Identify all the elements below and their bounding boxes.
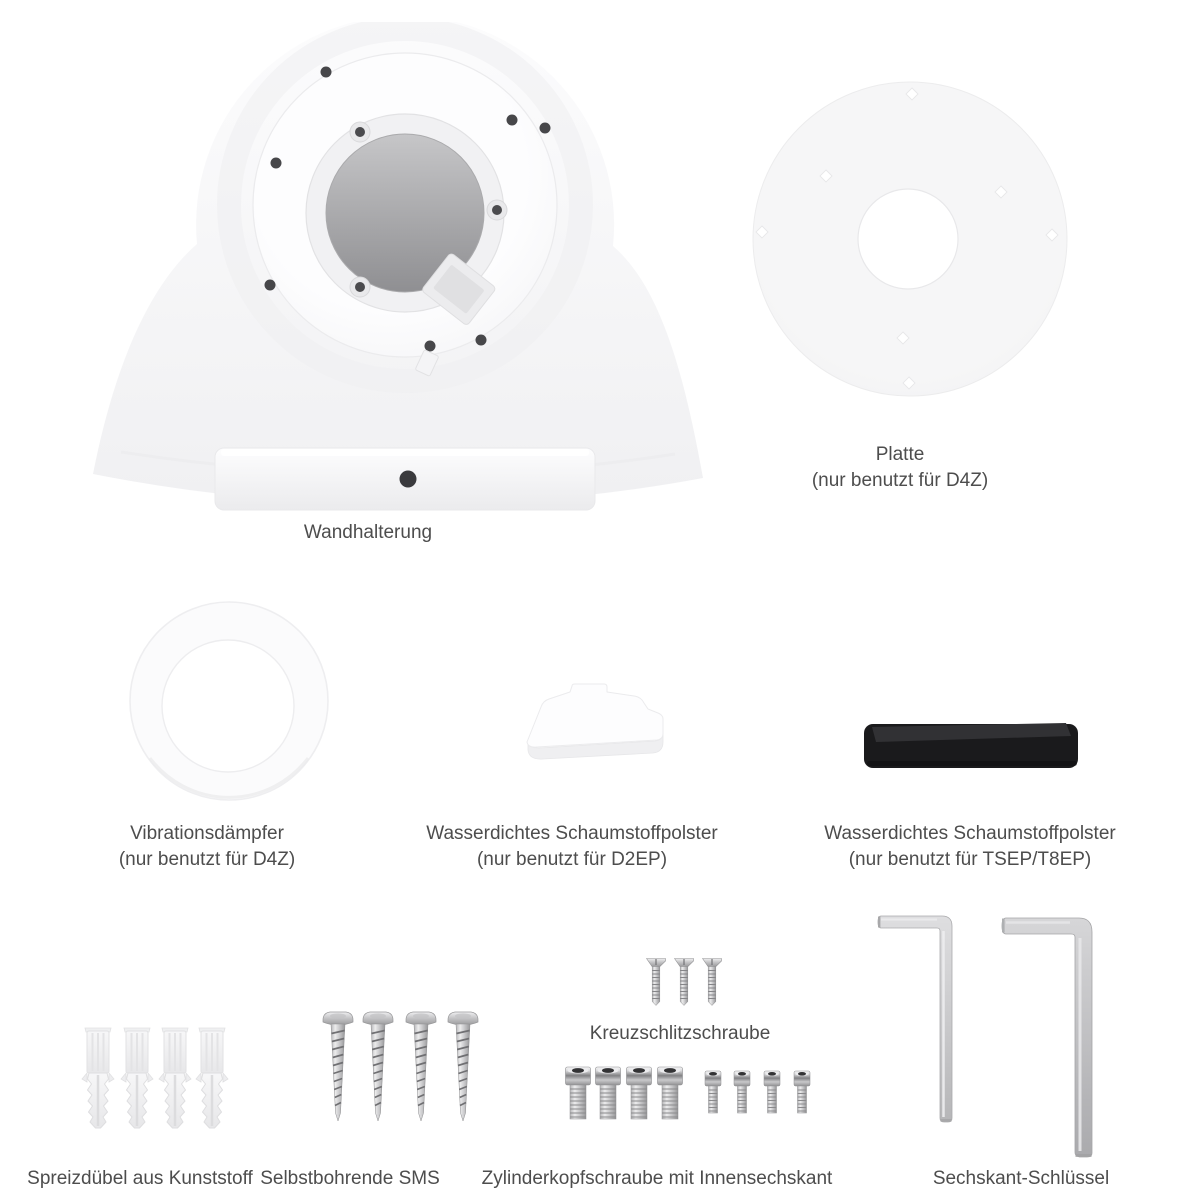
hex-keys-illustration	[865, 905, 1105, 1163]
hex-socket-screws-label	[482, 1166, 833, 1192]
part-note: (nur benutzt für TSEP/T8EP)	[848, 849, 1092, 870]
part-label: Kreuzschlitzschraube	[589, 1023, 771, 1044]
self-drilling-screws-illustration	[320, 1008, 480, 1130]
plastic-anchors-illustration	[78, 1022, 258, 1137]
part-note: (nur benutzt für D2EP)	[476, 849, 668, 870]
part-label: Spreizdübel aus Kunststoff	[27, 1168, 253, 1189]
foam-pad-d2ep-illustration	[515, 678, 675, 778]
foam-pad-tsep-label	[824, 821, 1115, 873]
hex-socket-screws-illustration	[560, 1062, 820, 1128]
foam-pad-d2ep-label	[426, 821, 717, 873]
part-note: (nur benutzt für D4Z)	[118, 849, 296, 870]
part-label: Sechskant-Schlüssel	[932, 1168, 1110, 1189]
vibration-damper-label	[119, 821, 295, 873]
hex-keys-label	[933, 1166, 1109, 1192]
vibration-damper-illustration	[125, 598, 335, 808]
part-label: Wandhalterung	[303, 522, 433, 543]
wall-bracket-illustration	[85, 22, 710, 517]
part-label: Vibrationsdämpfer	[130, 823, 284, 844]
self-drilling-screws-label	[260, 1166, 440, 1192]
part-label: Wasserdichtes Schaumstoffpolster	[426, 823, 718, 844]
wall-bracket-label	[304, 520, 432, 546]
part-label: Wasserdichtes Schaumstoffpolster	[824, 823, 1116, 844]
part-label: Platte	[875, 444, 925, 465]
part-note: (nur benutzt für D4Z)	[811, 470, 989, 491]
part-label: Selbstbohrende SMS	[260, 1168, 440, 1189]
phillips-screws-label	[590, 1021, 771, 1047]
phillips-screws-illustration	[640, 952, 735, 1014]
plastic-anchors-label	[27, 1166, 253, 1192]
mounting-plate-illustration	[745, 70, 1075, 410]
part-label: Zylinderkopfschraube mit Innensechskant	[481, 1168, 833, 1189]
plate-label	[812, 442, 988, 494]
foam-pad-tsep-illustration	[860, 716, 1086, 776]
